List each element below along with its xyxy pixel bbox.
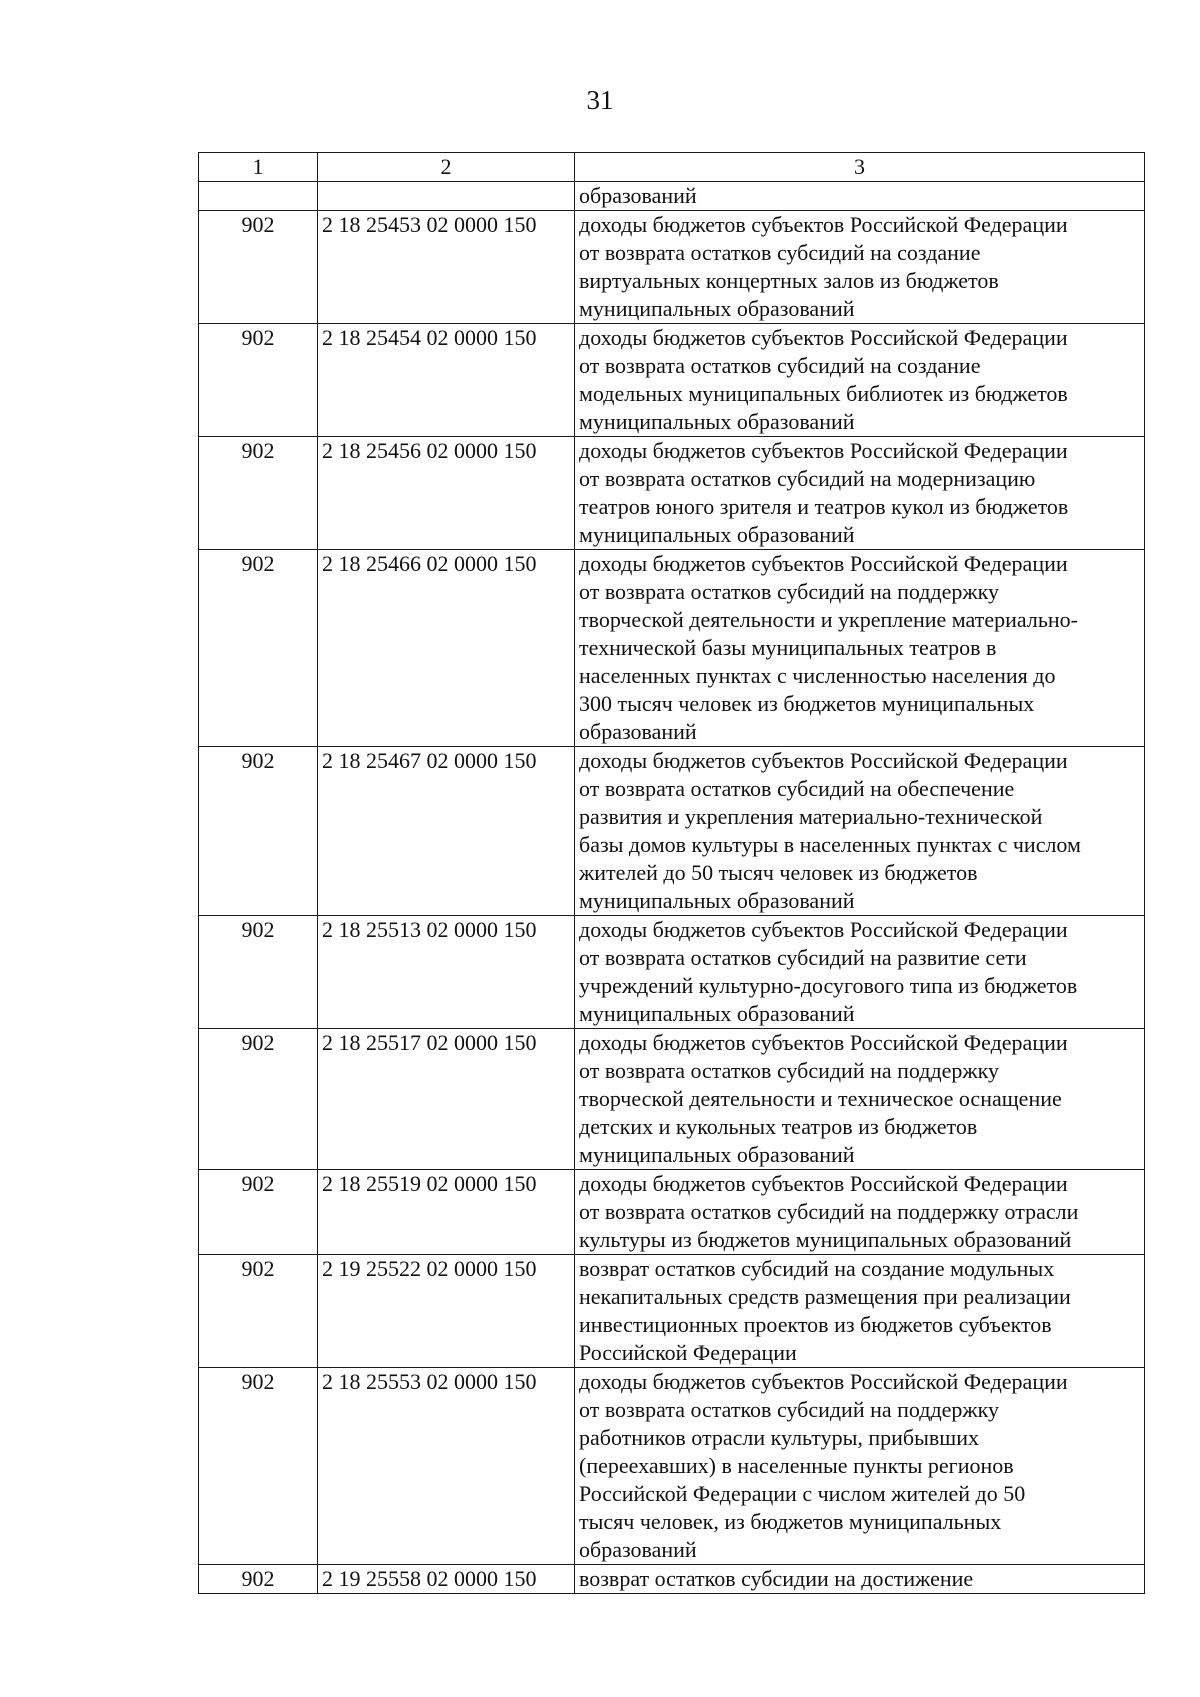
table-header-row xyxy=(199,153,1145,182)
kbk-code-cell: 2 18 25467 02 0000 150 xyxy=(318,747,575,916)
admin-code-cell: 902 xyxy=(199,1029,318,1170)
header-cell-1: 1 xyxy=(199,153,318,182)
admin-code-cell: 902 xyxy=(199,1368,318,1565)
description-cell: доходы бюджетов субъектов Российской Федерации от возврата остатков субсидий на поддержку отрасли культуры из бюджетов муниципальных образований xyxy=(575,1170,1145,1255)
description-cell: доходы бюджетов субъектов Российской Федерации от возврата остатков субсидий на создание виртуальных концертных залов из бюджетов муниципальных образований xyxy=(575,211,1145,324)
description-cell: доходы бюджетов субъектов Российской Федерации от возврата остатков субсидий на поддержку творческой деятельности и техническое оснащение детских и кукольных театров из бюджетов муниципальных образований xyxy=(575,1029,1145,1170)
admin-code-cell: 902 xyxy=(199,211,318,324)
header-cell-2: 2 xyxy=(318,153,575,182)
kbk-code-cell: 2 19 25558 02 0000 150 xyxy=(318,1565,575,1594)
table-row xyxy=(199,747,1145,916)
page-number: 31 xyxy=(586,85,614,115)
admin-code-cell: 902 xyxy=(199,1170,318,1255)
budget-codes-table xyxy=(198,152,1145,1594)
kbk-code-cell: 2 18 25454 02 0000 150 xyxy=(318,324,575,437)
description-cell: доходы бюджетов субъектов Российской Федерации от возврата остатков субсидий на развитие сети учреждений культурно-досугового типа из бюджетов муниципальных образований xyxy=(575,916,1145,1029)
kbk-code-cell xyxy=(318,182,575,211)
admin-code-cell: 902 xyxy=(199,747,318,916)
table-row xyxy=(199,211,1145,324)
description-cell: доходы бюджетов субъектов Российской Федерации от возврата остатков субсидий на поддержку творческой деятельности и укрепление материально- технической базы муниципальных театров в населенных пунктах с численностью населения до 300 тысяч человек из бюджетов муниципальных образований xyxy=(575,550,1145,747)
table-row xyxy=(199,1170,1145,1255)
table-row xyxy=(199,182,1145,211)
kbk-code-cell: 2 18 25513 02 0000 150 xyxy=(318,916,575,1029)
table-row xyxy=(199,437,1145,550)
table-row xyxy=(199,324,1145,437)
description-cell: образований xyxy=(575,182,1145,211)
kbk-code-cell: 2 18 25519 02 0000 150 xyxy=(318,1170,575,1255)
admin-code-cell: 902 xyxy=(199,437,318,550)
kbk-code-cell: 2 18 25453 02 0000 150 xyxy=(318,211,575,324)
admin-code-cell: 902 xyxy=(199,550,318,747)
kbk-code-cell: 2 18 25553 02 0000 150 xyxy=(318,1368,575,1565)
description-cell: возврат остатков субсидий на создание модульных некапитальных средств размещения при реализации инвестиционных проектов из бюджетов субъектов Российской Федерации xyxy=(575,1255,1145,1368)
description-cell: доходы бюджетов субъектов Российской Федерации от возврата остатков субсидий на обеспечение развития и укрепления материально-технической базы домов культуры в населенных пунктах с числом жителей до 50 тысяч человек из бюджетов муниципальных образований xyxy=(575,747,1145,916)
kbk-code-cell: 2 18 25466 02 0000 150 xyxy=(318,550,575,747)
kbk-code-cell: 2 19 25522 02 0000 150 xyxy=(318,1255,575,1368)
description-cell: доходы бюджетов субъектов Российской Федерации от возврата остатков субсидий на поддержку работников отрасли культуры, прибывших (переехавших) в населенные пункты регионов Российской Федерации с числом жителей до 50 тысяч человек, из бюджетов муниципальных образований xyxy=(575,1368,1145,1565)
header-cell-3: 3 xyxy=(575,153,1145,182)
table-row xyxy=(199,1368,1145,1565)
admin-code-cell: 902 xyxy=(199,324,318,437)
table-row xyxy=(199,1029,1145,1170)
description-cell: возврат остатков субсидии на достижение xyxy=(575,1565,1145,1594)
admin-code-cell: 902 xyxy=(199,916,318,1029)
table-row xyxy=(199,1255,1145,1368)
kbk-code-cell: 2 18 25517 02 0000 150 xyxy=(318,1029,575,1170)
admin-code-cell xyxy=(199,182,318,211)
admin-code-cell: 902 xyxy=(199,1565,318,1594)
table-row xyxy=(199,1565,1145,1594)
table-row xyxy=(199,550,1145,747)
admin-code-cell: 902 xyxy=(199,1255,318,1368)
kbk-code-cell: 2 18 25456 02 0000 150 xyxy=(318,437,575,550)
description-cell: доходы бюджетов субъектов Российской Федерации от возврата остатков субсидий на создание модельных муниципальных библиотек из бюджетов муниципальных образований xyxy=(575,324,1145,437)
description-cell: доходы бюджетов субъектов Российской Федерации от возврата остатков субсидий на модернизацию театров юного зрителя и театров кукол из бюджетов муниципальных образований xyxy=(575,437,1145,550)
table-row xyxy=(199,916,1145,1029)
